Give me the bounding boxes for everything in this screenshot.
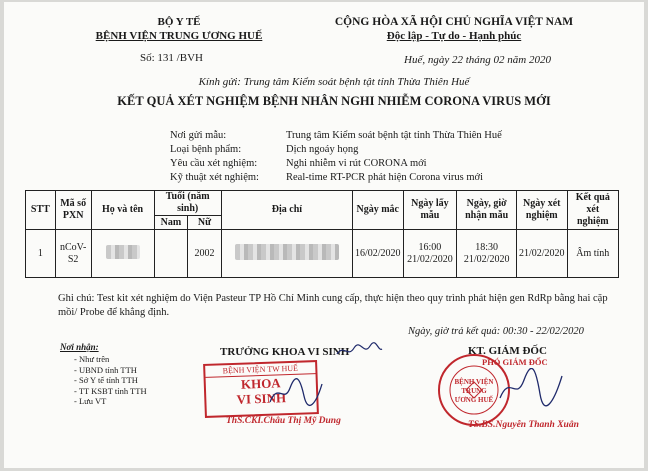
- sample-time: 16:00: [418, 241, 442, 253]
- recipient-line: Kính gửi: Trung tâm Kiểm soát bệnh tật tỉnh Thừa Thiên Huế: [198, 76, 470, 88]
- header-stt: STT: [26, 191, 56, 230]
- info-label-request: Yêu cầu xét nghiệm:: [170, 158, 258, 169]
- header-lab-code: Mã số PXN: [55, 191, 91, 230]
- header-sample-date: Ngày lấy mẫu: [403, 191, 457, 230]
- redacted-name: [106, 245, 140, 259]
- list-item: - Sở Y tế tỉnh TTH: [74, 375, 138, 385]
- cell-result: Âm tính: [567, 230, 618, 278]
- hospital-name: BỆNH VIỆN TRUNG ƯƠNG HUẾ: [95, 30, 263, 42]
- place-date: Huế, ngày 22 tháng 02 năm 2020: [404, 54, 551, 66]
- redacted-address: [235, 244, 339, 260]
- distribution-list: [74, 354, 147, 407]
- stamp-top-text: BỆNH VIỆN TW HUẾ: [205, 362, 315, 378]
- header-age: Tuổi (năm sinh): [154, 191, 221, 216]
- info-value-request: Nghi nhiễm vi rút CORONA mới: [286, 158, 427, 169]
- received-time: 18:30: [475, 241, 499, 253]
- sample-date: 21/02/2020: [407, 253, 453, 265]
- right-signer-role: KT. GIÁM ĐỐC: [468, 345, 547, 357]
- header-test-date: Ngày xét nghiệm: [516, 191, 567, 230]
- table-row: [26, 230, 619, 278]
- header-full-name: Họ và tên: [91, 191, 154, 230]
- ministry-name: BỘ Y TẾ: [157, 16, 201, 28]
- right-signer-name: TS.BS.Nguyễn Thanh Xuân: [468, 420, 579, 430]
- cell-stt: 1: [26, 230, 56, 278]
- left-signer-name: ThS.CKI.Châu Thị Mỹ Dung: [226, 416, 341, 426]
- cell-full-name: [91, 230, 154, 278]
- stamp-line1: KHOA: [240, 375, 281, 392]
- header-received-date: Ngày, giờ nhận mẫu: [457, 191, 517, 230]
- document-number: Số: 131 /BVH: [140, 52, 203, 64]
- document-title: KẾT QUẢ XÉT NGHIỆM BỆNH NHÂN NGHI NHIỄM CORONA VIRUS MỚI: [117, 94, 551, 108]
- stamp-line2: VI SINH: [236, 390, 287, 407]
- country-name: CỘNG HÒA XÃ HỘI CHỦ NGHĨA VIỆT NAM: [334, 16, 574, 28]
- header-female: Nữ: [188, 216, 222, 230]
- note-text: Ghi chú: Test kit xét nghiệm do Viện Pasteur TP Hồ Chí Minh cung cấp, thực hiện theo quy trình phát hiện gen RdRp bằng hai cặp mồi/ Probe để khẳng định.: [58, 293, 608, 318]
- list-item: - UBND tỉnh TTH: [74, 364, 137, 375]
- cell-onset-date: 16/02/2020: [352, 230, 403, 278]
- cell-received-date: [457, 230, 517, 278]
- signature-scribble-icon: [334, 340, 384, 360]
- cell-test-date: 21/02/2020: [516, 230, 567, 278]
- cell-female: 2002: [188, 230, 222, 278]
- cell-address: [221, 230, 352, 278]
- cell-male: [154, 230, 188, 278]
- signature-icon: [266, 374, 326, 410]
- info-value-specimen: Dịch ngoáy họng: [286, 144, 359, 155]
- left-signer-role: TRƯỞNG KHOA VI SINH: [220, 346, 350, 358]
- list-item: - Lưu VT: [74, 396, 107, 406]
- header-male: Nam: [154, 216, 188, 230]
- header-result: Kết quả xét nghiệm: [567, 191, 618, 230]
- document-page: [4, 2, 644, 468]
- list-item: - TT KSBT tỉnh TTH: [74, 385, 147, 396]
- right-signer-subrole: PHÓ GIÁM ĐỐC: [482, 357, 548, 367]
- national-motto: Độc lập - Tự do - Hạnh phúc: [386, 30, 522, 42]
- distribution-title: Nơi nhận:: [60, 342, 99, 352]
- info-label-technique: Kỹ thuật xét nghiệm:: [170, 172, 259, 183]
- header-onset-date: Ngày mắc: [352, 191, 403, 230]
- header-address: Địa chỉ: [221, 191, 352, 230]
- result-time: Ngày, giờ trả kết quả: 00:30 - 22/02/2020: [408, 326, 584, 337]
- seal-text: BỆNH VIỆN TRUNG ƯƠNG HUẾ: [454, 378, 494, 404]
- received-date: 21/02/2020: [463, 253, 510, 265]
- info-value-sender: Trung tâm Kiểm soát bệnh tật tỉnh Thừa Thiên Huế: [286, 130, 502, 141]
- signature-icon: [496, 368, 566, 408]
- cell-sample-date: [403, 230, 457, 278]
- info-label-sender: Nơi gửi mẫu:: [170, 130, 227, 141]
- list-item: - Như trên: [74, 354, 110, 364]
- cell-lab-code: nCoV-S2: [55, 230, 91, 278]
- info-label-specimen: Loại bệnh phẩm:: [170, 144, 242, 155]
- results-table: [25, 190, 619, 278]
- info-value-technique: Real-time RT-PCR phát hiện Corona virus mới: [286, 172, 484, 183]
